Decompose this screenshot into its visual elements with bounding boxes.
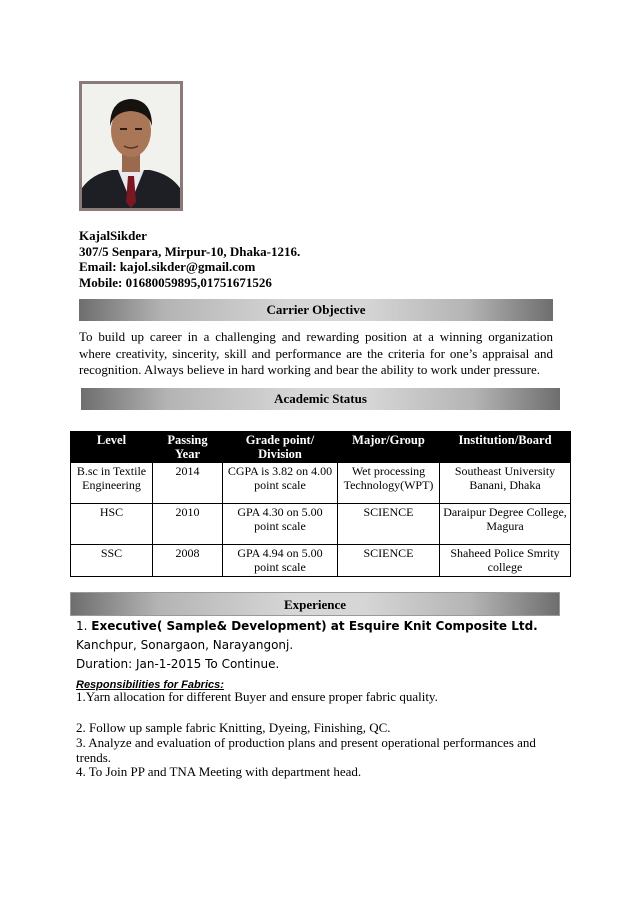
cell-institution: Southeast University Banani, Dhaka [440,463,571,504]
address: 307/5 Senpara, Mirpur-10, Dhaka-1216. [79,243,301,259]
table-row [71,545,571,577]
job-entry [76,617,538,674]
cell-major: SCIENCE [338,545,440,577]
responsibility-item: 3. Analyze and evaluation of production plans and present operational performances and trends. [76,735,536,765]
header-passing-year: Passing Year [153,432,223,463]
cell-year: 2014 [153,463,223,504]
experience-banner [70,592,560,616]
responsibilities-heading: Responsibilities for Fabrics: [76,679,224,691]
cell-level: HSC [71,504,153,545]
objective-banner [79,299,553,321]
profile-photo [79,81,183,211]
person-portrait-icon [82,84,180,208]
cell-grade: CGPA is 3.82 on 4.00 point scale [223,463,338,504]
job-title: Executive( Sample& Development) at Esquire Knit Composite Ltd. [91,619,538,633]
cell-major: Wet processing Technology(WPT) [338,463,440,504]
email: Email: kajol.sikder@gmail.com [79,259,256,274]
objective-title: Carrier Objective [266,302,366,317]
cell-institution: Daraipur Degree College, Magura [440,504,571,545]
academic-title: Academic Status [274,391,367,406]
academic-banner [81,388,560,410]
cell-grade: GPA 4.30 on 5.00 point scale [223,504,338,545]
cell-grade: GPA 4.94 on 5.00 point scale [223,545,338,577]
mobile: Mobile: 01680059895,01751671526 [79,274,272,290]
experience-title: Experience [283,597,347,612]
cell-major: SCIENCE [338,504,440,545]
table-row [71,463,571,504]
cell-level: B.sc in Textile Engineering [71,463,153,504]
objective-text: To build up career in a challenging and rewarding position at a winning organization where creativity, sincerity, skill and performance are the criteria for one’s appraisal and recognition. Always believe in hard working and bear the ability to work under pressure. [79,329,553,377]
cell-year: 2008 [153,545,223,577]
header-major: Major/Group [338,432,440,463]
cell-institution: Shaheed Police Smrity college [440,545,571,577]
candidate-name: KajalSikder [79,228,147,243]
table-row [71,504,571,545]
job-location: Kanchpur, Sonargaon, Narayangonj. [76,638,294,652]
responsibility-item: 4. To Join PP and TNA Meeting with department head. [76,764,362,779]
job-title-line [76,617,538,636]
contact-block [79,228,300,290]
cell-level: SSC [71,545,153,577]
job-duration: Duration: Jan-1-2015 To Continue. [76,657,280,671]
header-institution: Institution/Board [440,432,571,463]
responsibility-item: 2. Follow up sample fabric Knitting, Dyeing, Finishing, QC. [76,720,391,735]
cell-year: 2010 [153,504,223,545]
academic-table [70,431,571,577]
job-number: 1. [76,619,88,633]
header-level: Level [71,432,153,463]
table-header-row [71,432,571,463]
responsibility-item: 1.Yarn allocation for different Buyer and ensure proper fabric quality. [76,689,438,704]
header-grade: Grade point/ Division [223,432,338,463]
